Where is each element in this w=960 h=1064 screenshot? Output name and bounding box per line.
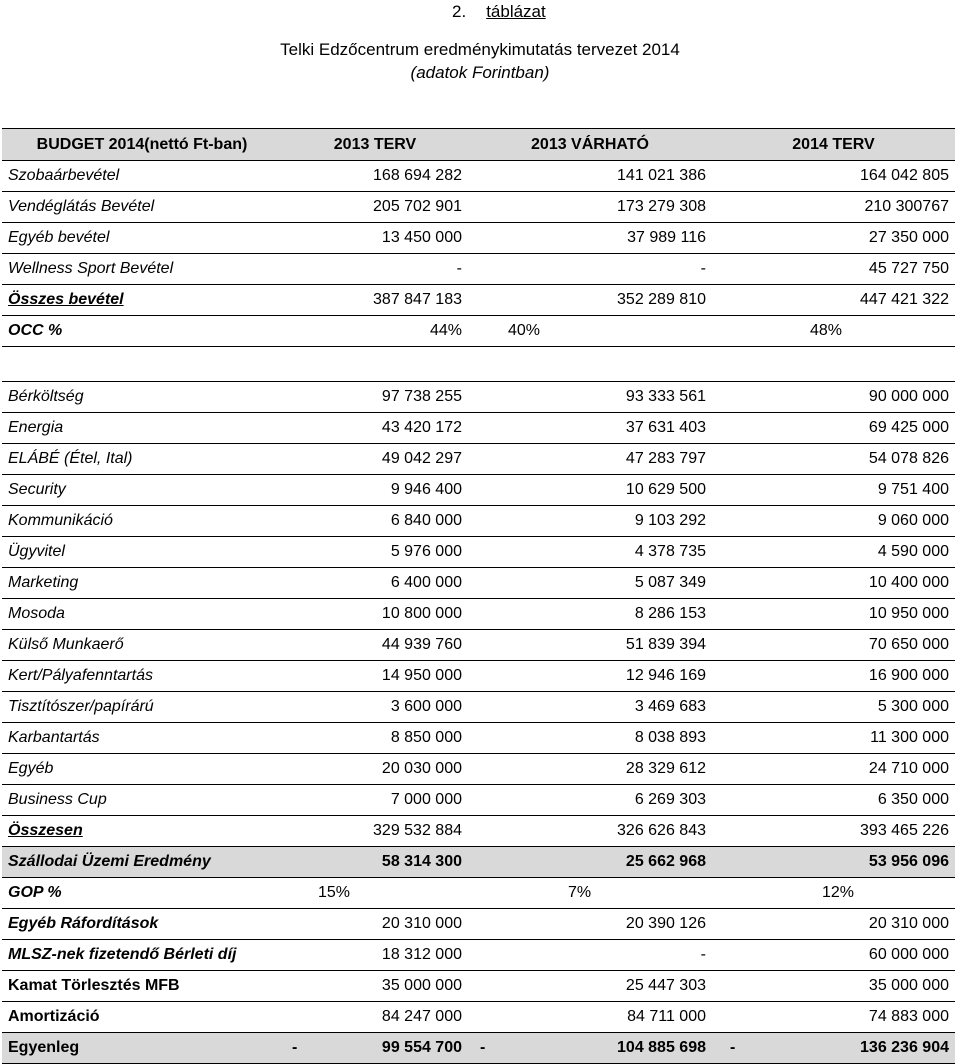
row-label <box>2 285 282 316</box>
table-row <box>2 192 955 223</box>
cell-2013-expected: 352 289 810 <box>468 285 712 316</box>
row-label: Karbantartás <box>2 723 282 754</box>
row-label: Kamat Törlesztés MFB <box>2 971 282 1002</box>
cell-value: 104 885 698 <box>617 1039 706 1056</box>
table-row <box>2 630 955 661</box>
cell-2013-expected: 141 021 386 <box>468 161 712 192</box>
minus-sign: - <box>480 1039 486 1056</box>
cell-2013-expected: 40% <box>468 316 712 347</box>
table-row <box>2 785 955 816</box>
cell-2013-expected: - <box>468 940 712 971</box>
row-label: OCC % <box>2 316 282 347</box>
cell-2013-expected: 51 839 394 <box>468 630 712 661</box>
cell-2013-expected: 12 946 169 <box>468 661 712 692</box>
table-caption <box>452 2 546 22</box>
row-label: Business Cup <box>2 785 282 816</box>
cell-2014-plan: 69 425 000 <box>712 413 955 444</box>
row-label: Egyéb <box>2 754 282 785</box>
header-cell: 2013 VÁRHATÓ <box>468 129 712 161</box>
cell-2013-expected: 28 329 612 <box>468 754 712 785</box>
empty-cell <box>282 347 468 382</box>
empty-cell <box>2 347 282 382</box>
cell-2014-plan: 60 000 000 <box>712 940 955 971</box>
cell-2014-plan: 74 883 000 <box>712 1002 955 1033</box>
cell-2013-expected: 25 662 968 <box>468 847 712 878</box>
cell-2013-plan: 387 847 183 <box>282 285 468 316</box>
table-row <box>2 475 955 506</box>
row-label: Vendéglátás Bevétel <box>2 192 282 223</box>
cell-2013-expected: 37 631 403 <box>468 413 712 444</box>
cell-2013-plan: 7 000 000 <box>282 785 468 816</box>
table-row <box>2 506 955 537</box>
row-label: MLSZ-nek fizetendő Bérleti díj <box>2 940 282 971</box>
cell-2013-expected: 6 269 303 <box>468 785 712 816</box>
cell-2014-plan: 5 300 000 <box>712 692 955 723</box>
cell-value: 99 554 700 <box>381 1039 462 1056</box>
document-subtitle: (adatok Forintban) <box>410 63 550 82</box>
cell-2013-expected: 173 279 308 <box>468 192 712 223</box>
cell-2013-plan: 5 976 000 <box>282 537 468 568</box>
amortization-row <box>2 1002 955 1033</box>
caption-number: 2. <box>452 2 467 21</box>
cell-2014-plan: 9 751 400 <box>712 475 955 506</box>
row-label: Mosoda <box>2 599 282 630</box>
cell-2014-plan: 48% <box>712 316 955 347</box>
cell-2013-plan: 15% <box>282 878 468 909</box>
table-row <box>2 599 955 630</box>
document-title: Telki Edzőcentrum eredménykimutatás tervezet 2014 <box>280 40 680 59</box>
cell-2014-plan: 70 650 000 <box>712 630 955 661</box>
total-revenue-row <box>2 285 955 316</box>
cell-2013-expected: 3 469 683 <box>468 692 712 723</box>
row-label <box>2 816 282 847</box>
table-row <box>2 754 955 785</box>
cell-2014-plan: 447 421 322 <box>712 285 955 316</box>
balance-row <box>2 1033 955 1064</box>
minus-sign: - <box>730 1039 736 1056</box>
interest-row <box>2 971 955 1002</box>
table-row <box>2 161 955 192</box>
cell-2013-plan: 168 694 282 <box>282 161 468 192</box>
cell-2013-plan: 8 850 000 <box>282 723 468 754</box>
cell-2013-expected: 9 103 292 <box>468 506 712 537</box>
table-row <box>2 692 955 723</box>
row-label: Egyéb Ráfordítások <box>2 909 282 940</box>
cell-2014-plan <box>712 1033 955 1064</box>
row-label: Energia <box>2 413 282 444</box>
cell-2014-plan: 35 000 000 <box>712 971 955 1002</box>
cell-2013-plan: 44 939 760 <box>282 630 468 661</box>
cell-2013-plan: 6 400 000 <box>282 568 468 599</box>
table-row <box>2 661 955 692</box>
cell-2014-plan: 10 950 000 <box>712 599 955 630</box>
cell-2014-plan: 10 400 000 <box>712 568 955 599</box>
mlsz-rent-row <box>2 940 955 971</box>
table-row <box>2 723 955 754</box>
cell-2013-plan: 84 247 000 <box>282 1002 468 1033</box>
minus-sign: - <box>292 1039 298 1056</box>
cell-2013-expected: 25 447 303 <box>468 971 712 1002</box>
total-costs-label: Összesen <box>8 822 83 839</box>
cell-2014-plan: 393 465 226 <box>712 816 955 847</box>
cell-2013-plan: 35 000 000 <box>282 971 468 1002</box>
cell-2014-plan: 90 000 000 <box>712 382 955 413</box>
cell-2013-plan: 329 532 884 <box>282 816 468 847</box>
row-label: GOP % <box>2 878 282 909</box>
cell-2013-plan <box>282 1033 468 1064</box>
spacer-row <box>2 347 955 382</box>
header-cell: 2013 TERV <box>282 129 468 161</box>
cell-2014-plan: 12% <box>712 878 955 909</box>
cell-2013-plan: 18 312 000 <box>282 940 468 971</box>
row-label: Marketing <box>2 568 282 599</box>
table-row <box>2 537 955 568</box>
budget-table <box>2 128 955 1064</box>
cell-2013-plan: 14 950 000 <box>282 661 468 692</box>
row-label: Tisztítószer/papírárú <box>2 692 282 723</box>
cell-2013-expected <box>468 1033 712 1064</box>
cell-2013-plan: 58 314 300 <box>282 847 468 878</box>
cell-2013-expected: 37 989 116 <box>468 223 712 254</box>
cell-2014-plan: 6 350 000 <box>712 785 955 816</box>
cell-2013-plan: 43 420 172 <box>282 413 468 444</box>
header-row <box>2 129 955 161</box>
occ-row <box>2 316 955 347</box>
cell-2014-plan: 45 727 750 <box>712 254 955 285</box>
cell-2013-plan: 44% <box>282 316 468 347</box>
cell-2014-plan: 54 078 826 <box>712 444 955 475</box>
cell-2014-plan: 16 900 000 <box>712 661 955 692</box>
cell-2013-plan: 3 600 000 <box>282 692 468 723</box>
cell-2013-expected: 84 711 000 <box>468 1002 712 1033</box>
total-costs-row <box>2 816 955 847</box>
row-label: Kert/Pályafenntartás <box>2 661 282 692</box>
row-label: Bérköltség <box>2 382 282 413</box>
cell-2014-plan: 210 300767 <box>712 192 955 223</box>
total-revenue-label: Összes bevétel <box>8 291 124 308</box>
cell-2013-plan: 20 030 000 <box>282 754 468 785</box>
cell-2013-expected: 7% <box>468 878 712 909</box>
empty-cell <box>712 347 955 382</box>
cell-2013-plan: 205 702 901 <box>282 192 468 223</box>
table-row <box>2 382 955 413</box>
table-row <box>2 223 955 254</box>
cell-2013-plan: 6 840 000 <box>282 506 468 537</box>
header-cell: 2014 TERV <box>712 129 955 161</box>
row-label: Kommunikáció <box>2 506 282 537</box>
caption-word: táblázat <box>486 2 546 21</box>
table-row <box>2 413 955 444</box>
cell-2014-plan: 9 060 000 <box>712 506 955 537</box>
cell-2014-plan: 27 350 000 <box>712 223 955 254</box>
cell-value: 136 236 904 <box>860 1039 949 1056</box>
cell-2013-expected: 5 087 349 <box>468 568 712 599</box>
hotel-result-row <box>2 847 955 878</box>
cell-2014-plan: 24 710 000 <box>712 754 955 785</box>
table-row <box>2 254 955 285</box>
table-row <box>2 568 955 599</box>
row-label: Ügyvitel <box>2 537 282 568</box>
cell-2013-plan: 13 450 000 <box>282 223 468 254</box>
cell-2013-expected: 8 286 153 <box>468 599 712 630</box>
row-label: ELÁBÉ (Étel, Ital) <box>2 444 282 475</box>
cell-2014-plan: 53 956 096 <box>712 847 955 878</box>
header-cell: BUDGET 2014(nettó Ft-ban) <box>2 129 282 161</box>
other-expenses-row <box>2 909 955 940</box>
cell-2014-plan: 20 310 000 <box>712 909 955 940</box>
cell-2013-expected: 326 626 843 <box>468 816 712 847</box>
cell-2013-expected: 47 283 797 <box>468 444 712 475</box>
row-label: Egyéb bevétel <box>2 223 282 254</box>
cell-2013-plan: 49 042 297 <box>282 444 468 475</box>
gop-row <box>2 878 955 909</box>
cell-2013-plan: 97 738 255 <box>282 382 468 413</box>
cell-2013-plan: 20 310 000 <box>282 909 468 940</box>
cell-2013-expected: 93 333 561 <box>468 382 712 413</box>
cell-2014-plan: 4 590 000 <box>712 537 955 568</box>
empty-cell <box>468 347 712 382</box>
cell-2013-expected: 10 629 500 <box>468 475 712 506</box>
cell-2013-expected: 4 378 735 <box>468 537 712 568</box>
row-label: Wellness Sport Bevétel <box>2 254 282 285</box>
cell-2013-plan: 9 946 400 <box>282 475 468 506</box>
cell-2014-plan: 11 300 000 <box>712 723 955 754</box>
cell-2014-plan: 164 042 805 <box>712 161 955 192</box>
cell-2013-plan: 10 800 000 <box>282 599 468 630</box>
row-label: Security <box>2 475 282 506</box>
cell-2013-expected: 20 390 126 <box>468 909 712 940</box>
row-label: Szobaárbevétel <box>2 161 282 192</box>
row-label: Szállodai Üzemi Eredmény <box>2 847 282 878</box>
row-label: Egyenleg <box>2 1033 282 1064</box>
cell-2013-expected: 8 038 893 <box>468 723 712 754</box>
cell-2013-expected: - <box>468 254 712 285</box>
row-label: Külső Munkaerő <box>2 630 282 661</box>
table-row <box>2 444 955 475</box>
row-label: Amortizáció <box>2 1002 282 1033</box>
cell-2013-plan: - <box>282 254 468 285</box>
